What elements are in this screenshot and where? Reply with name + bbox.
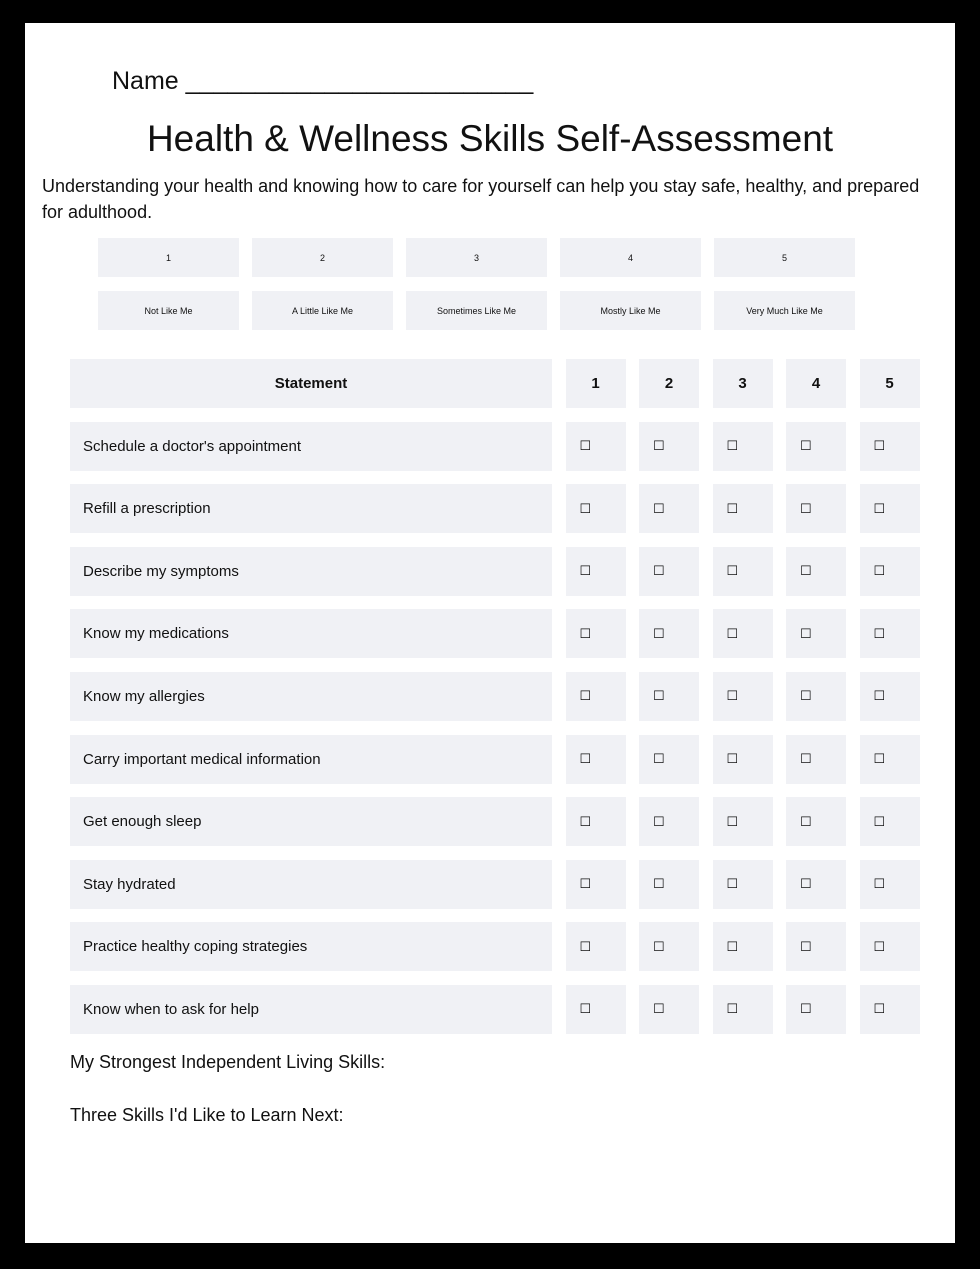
rating-checkbox-3[interactable]: ☐ xyxy=(713,922,773,971)
table-header-row xyxy=(70,359,920,408)
option-header-2: 2 xyxy=(639,359,699,408)
rating-checkbox-5[interactable]: ☐ xyxy=(860,922,920,971)
statement-text: Know my allergies xyxy=(70,672,552,721)
rating-checkbox-4[interactable]: ☐ xyxy=(786,672,846,721)
rating-checkbox-5[interactable]: ☐ xyxy=(860,484,920,533)
rating-checkbox-5[interactable]: ☐ xyxy=(860,735,920,784)
scale-numbers xyxy=(98,238,855,277)
rating-checkbox-2[interactable]: ☐ xyxy=(639,797,699,846)
rating-checkbox-2[interactable]: ☐ xyxy=(639,860,699,909)
rating-checkbox-5[interactable]: ☐ xyxy=(860,860,920,909)
rating-checkbox-3[interactable]: ☐ xyxy=(713,985,773,1034)
rating-checkbox-1[interactable]: ☐ xyxy=(566,422,626,471)
option-header-5: 5 xyxy=(860,359,920,408)
scale-number-1: 1 xyxy=(98,238,239,277)
rating-checkbox-2[interactable]: ☐ xyxy=(639,547,699,596)
learn-next-label: Three Skills I'd Like to Learn Next: xyxy=(70,1105,344,1125)
rating-checkbox-5[interactable]: ☐ xyxy=(860,672,920,721)
rating-checkbox-3[interactable]: ☐ xyxy=(713,547,773,596)
scale-number-2: 2 xyxy=(252,238,393,277)
rating-checkbox-4[interactable]: ☐ xyxy=(786,735,846,784)
rating-checkbox-5[interactable]: ☐ xyxy=(860,797,920,846)
rating-checkbox-3[interactable]: ☐ xyxy=(713,609,773,658)
option-header-1: 1 xyxy=(566,359,626,408)
statement-text: Know when to ask for help xyxy=(70,985,552,1034)
table-row xyxy=(70,547,920,596)
rating-checkbox-2[interactable]: ☐ xyxy=(639,672,699,721)
statement-text: Carry important medical information xyxy=(70,735,552,784)
statement-text: Get enough sleep xyxy=(70,797,552,846)
rating-checkbox-5[interactable]: ☐ xyxy=(860,422,920,471)
statement-text: Describe my symptoms xyxy=(70,547,552,596)
table-row xyxy=(70,422,920,471)
table-row xyxy=(70,860,920,909)
rating-checkbox-2[interactable]: ☐ xyxy=(639,484,699,533)
statement-text: Stay hydrated xyxy=(70,860,552,909)
table-row xyxy=(70,672,920,721)
rating-checkbox-3[interactable]: ☐ xyxy=(713,860,773,909)
rating-checkbox-1[interactable]: ☐ xyxy=(566,735,626,784)
rating-checkbox-4[interactable]: ☐ xyxy=(786,860,846,909)
rating-checkbox-2[interactable]: ☐ xyxy=(639,422,699,471)
rating-checkbox-4[interactable]: ☐ xyxy=(786,422,846,471)
rating-checkbox-4[interactable]: ☐ xyxy=(786,985,846,1034)
statement-text: Schedule a doctor's appointment xyxy=(70,422,552,471)
intro-text: Understanding your health and knowing how to care for yourself can help you stay safe, healthy, and prepared for adulthood. xyxy=(42,176,920,222)
rating-checkbox-4[interactable]: ☐ xyxy=(786,797,846,846)
rating-checkbox-1[interactable]: ☐ xyxy=(566,672,626,721)
strongest-skills-label: My Strongest Independent Living Skills: xyxy=(70,1052,386,1072)
table-row xyxy=(70,985,920,1034)
table-row xyxy=(70,797,920,846)
rating-checkbox-2[interactable]: ☐ xyxy=(639,735,699,784)
rating-checkbox-3[interactable]: ☐ xyxy=(713,735,773,784)
rating-checkbox-2[interactable]: ☐ xyxy=(639,985,699,1034)
rating-checkbox-1[interactable]: ☐ xyxy=(566,547,626,596)
rating-checkbox-1[interactable]: ☐ xyxy=(566,860,626,909)
option-header-3: 3 xyxy=(713,359,773,408)
table-row xyxy=(70,922,920,971)
table-row xyxy=(70,484,920,533)
worksheet-page xyxy=(25,23,955,1243)
rating-checkbox-2[interactable]: ☐ xyxy=(639,609,699,658)
name-field[interactable]: Name _________________________ xyxy=(112,67,534,95)
rating-checkbox-4[interactable]: ☐ xyxy=(786,922,846,971)
table-row xyxy=(70,609,920,658)
assessment-table xyxy=(70,359,920,1048)
page-title: Health & Wellness Skills Self-Assessment xyxy=(146,118,834,159)
statement-text: Refill a prescription xyxy=(70,484,552,533)
statement-text: Practice healthy coping strategies xyxy=(70,922,552,971)
rating-checkbox-2[interactable]: ☐ xyxy=(639,922,699,971)
rating-checkbox-5[interactable]: ☐ xyxy=(860,609,920,658)
rating-checkbox-1[interactable]: ☐ xyxy=(566,484,626,533)
statement-header: Statement xyxy=(70,359,552,408)
rating-checkbox-3[interactable]: ☐ xyxy=(713,484,773,533)
option-header-4: 4 xyxy=(786,359,846,408)
rating-checkbox-1[interactable]: ☐ xyxy=(566,985,626,1034)
rating-checkbox-3[interactable]: ☐ xyxy=(713,797,773,846)
scale-number-5: 5 xyxy=(714,238,855,277)
scale-label-1: Not Like Me xyxy=(98,291,239,330)
scale-label-2: A Little Like Me xyxy=(252,291,393,330)
rating-checkbox-5[interactable]: ☐ xyxy=(860,547,920,596)
rating-checkbox-1[interactable]: ☐ xyxy=(566,609,626,658)
rating-checkbox-4[interactable]: ☐ xyxy=(786,547,846,596)
scale-number-4: 4 xyxy=(560,238,701,277)
rating-checkbox-1[interactable]: ☐ xyxy=(566,922,626,971)
scale-label-3: Sometimes Like Me xyxy=(406,291,547,330)
rating-checkbox-5[interactable]: ☐ xyxy=(860,985,920,1034)
scale-label-4: Mostly Like Me xyxy=(560,291,701,330)
scale-number-3: 3 xyxy=(406,238,547,277)
table-row xyxy=(70,735,920,784)
statement-text: Know my medications xyxy=(70,609,552,658)
rating-checkbox-3[interactable]: ☐ xyxy=(713,672,773,721)
rating-checkbox-3[interactable]: ☐ xyxy=(713,422,773,471)
rating-checkbox-4[interactable]: ☐ xyxy=(786,609,846,658)
scale-label-5: Very Much Like Me xyxy=(714,291,855,330)
rating-checkbox-4[interactable]: ☐ xyxy=(786,484,846,533)
scale-labels xyxy=(98,291,855,330)
rating-checkbox-1[interactable]: ☐ xyxy=(566,797,626,846)
